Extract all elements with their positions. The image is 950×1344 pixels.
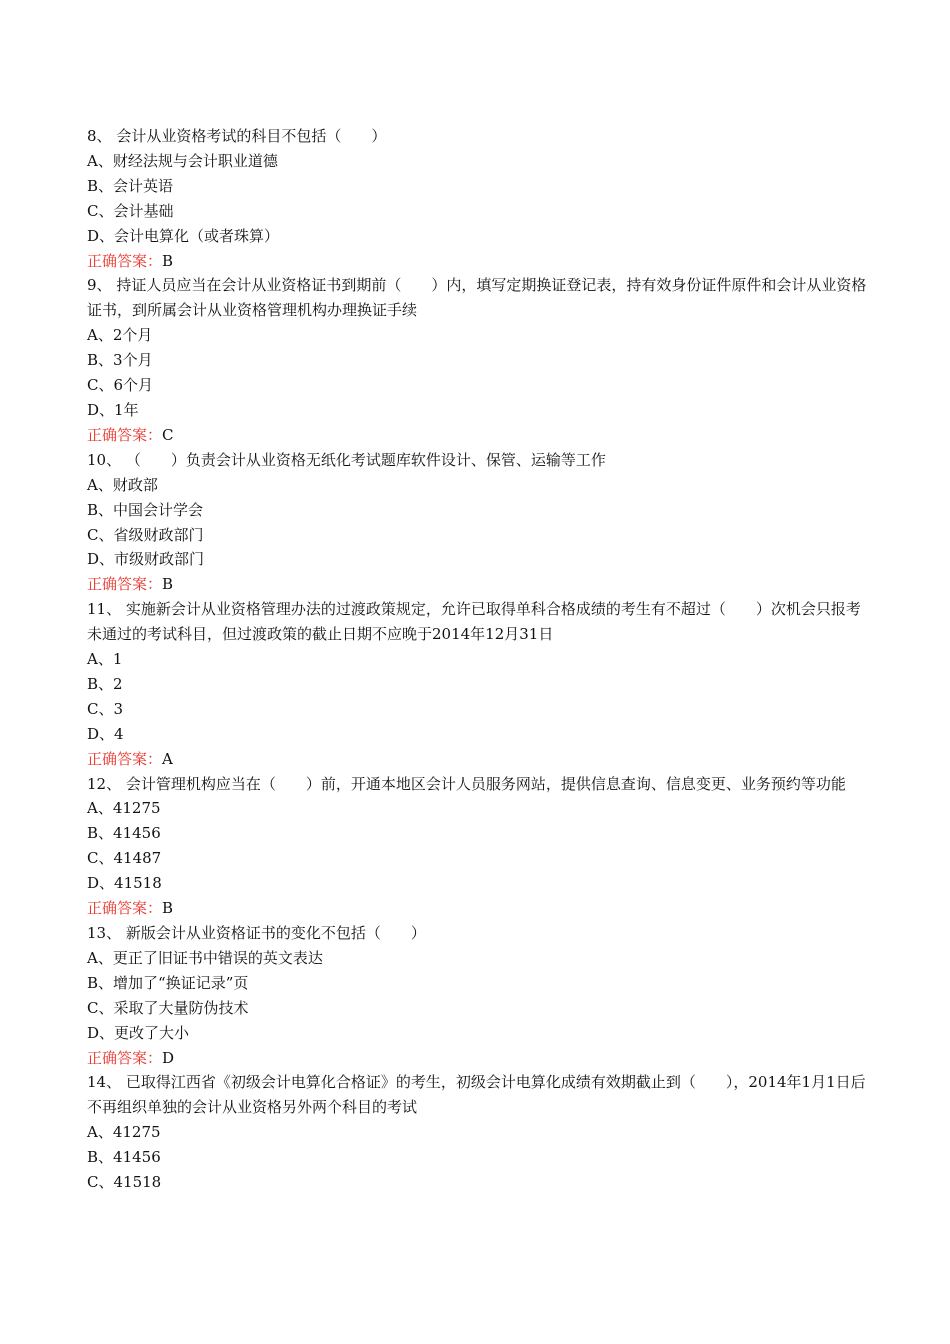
option: A、财经法规与会计职业道德 xyxy=(87,151,278,170)
question-number: 12、 xyxy=(87,774,122,793)
answer-label: 正确答案： xyxy=(87,749,163,768)
option: D、会计电算化（或者珠算） xyxy=(87,226,280,245)
option: C、41518 xyxy=(87,1173,162,1192)
question-number: 10、 xyxy=(87,450,122,469)
answer-value: B xyxy=(162,251,174,270)
option: C、省级财政部门 xyxy=(87,525,204,544)
option: C、41487 xyxy=(87,849,162,868)
option: A、更正了旧证书中错误的英文表达 xyxy=(87,948,323,967)
question-stem xyxy=(87,1070,867,1120)
question-block xyxy=(87,448,867,597)
question-stem xyxy=(87,772,867,797)
answer-line xyxy=(87,423,867,448)
answer-value: B xyxy=(162,899,174,918)
question-text: （ ）负责会计从业资格无纸化考试题库软件设计、保管、运输等工作 xyxy=(121,450,606,469)
option: A、财政部 xyxy=(87,475,158,494)
question-stem xyxy=(87,597,867,647)
option: B、会计英语 xyxy=(87,176,174,195)
option: B、增加了“换证记录”页 xyxy=(87,973,249,992)
option: B、41456 xyxy=(87,1148,161,1167)
question-number: 11、 xyxy=(87,600,122,619)
option: C、6个月 xyxy=(87,376,154,395)
answer-value: D xyxy=(162,1048,175,1067)
option: A、41275 xyxy=(87,1123,161,1142)
answer-label: 正确答案： xyxy=(87,251,163,270)
document-page xyxy=(87,124,867,1195)
option: B、3个月 xyxy=(87,351,153,370)
answer-value: A xyxy=(162,749,173,768)
question-text: 新版会计从业资格证书的变化不包括（ ） xyxy=(121,924,426,942)
option: D、1年 xyxy=(87,400,139,419)
option: D、41518 xyxy=(87,874,162,893)
option: A、41275 xyxy=(87,799,161,818)
question-block xyxy=(87,273,867,447)
answer-line xyxy=(87,1046,867,1071)
answer-line xyxy=(87,747,867,772)
question-block xyxy=(87,124,867,273)
option: B、中国会计学会 xyxy=(87,500,204,519)
answer-line xyxy=(87,249,867,274)
question-text: 持证人员应当在会计从业资格证书到期前（ ）内，填写定期换证登记表，持有效身份证件原件和会计从业资格证书，到所属会计从业资格管理机构办理换证手续 xyxy=(87,276,867,320)
question-stem xyxy=(87,273,867,323)
question-number: 9、 xyxy=(87,276,112,295)
answer-value: C xyxy=(162,425,174,444)
question-block xyxy=(87,597,867,771)
answer-line xyxy=(87,896,867,921)
answer-label: 正确答案： xyxy=(87,425,163,444)
option: D、4 xyxy=(87,724,124,743)
option: C、3 xyxy=(87,699,124,718)
question-number: 8、 xyxy=(87,127,112,145)
option: A、2个月 xyxy=(87,326,153,345)
question-text: 会计管理机构应当在（ ）前，开通本地区会计人员服务网站，提供信息查询、信息变更、业务预约等功能 xyxy=(121,774,846,793)
question-number: 13、 xyxy=(87,924,122,942)
question-number: 14、 xyxy=(87,1073,122,1092)
question-text: 会计从业资格考试的科目不包括（ ） xyxy=(111,127,387,145)
answer-value: B xyxy=(162,575,174,594)
question-text: 实施新会计从业资格管理办法的过渡政策规定，允许已取得单科合格成绩的考生有不超过（ ）次机会只报考未通过的考试科目，但过渡政策的截止日期不应晚于2014年12月31日 xyxy=(87,600,861,644)
answer-line xyxy=(87,572,867,597)
question-stem xyxy=(87,124,867,149)
option: B、2 xyxy=(87,674,123,693)
option: C、会计基础 xyxy=(87,201,174,220)
answer-label: 正确答案： xyxy=(87,899,163,918)
question-block xyxy=(87,921,867,1070)
question-stem xyxy=(87,921,867,946)
question-text: 已取得江西省《初级会计电算化合格证》的考生，初级会计电算化成绩有效期截止到（ ），2014年1月1日后不再组织单独的会计从业资格另外两个科目的考试 xyxy=(87,1073,866,1117)
question-stem xyxy=(87,448,867,473)
option: D、市级财政部门 xyxy=(87,550,205,569)
option: B、41456 xyxy=(87,824,161,843)
question-block xyxy=(87,772,867,921)
answer-label: 正确答案： xyxy=(87,1048,163,1067)
option: A、1 xyxy=(87,650,123,669)
answer-label: 正确答案： xyxy=(87,575,163,594)
option: C、采取了大量防伪技术 xyxy=(87,998,249,1017)
option: D、更改了大小 xyxy=(87,1023,190,1042)
question-block xyxy=(87,1070,867,1195)
